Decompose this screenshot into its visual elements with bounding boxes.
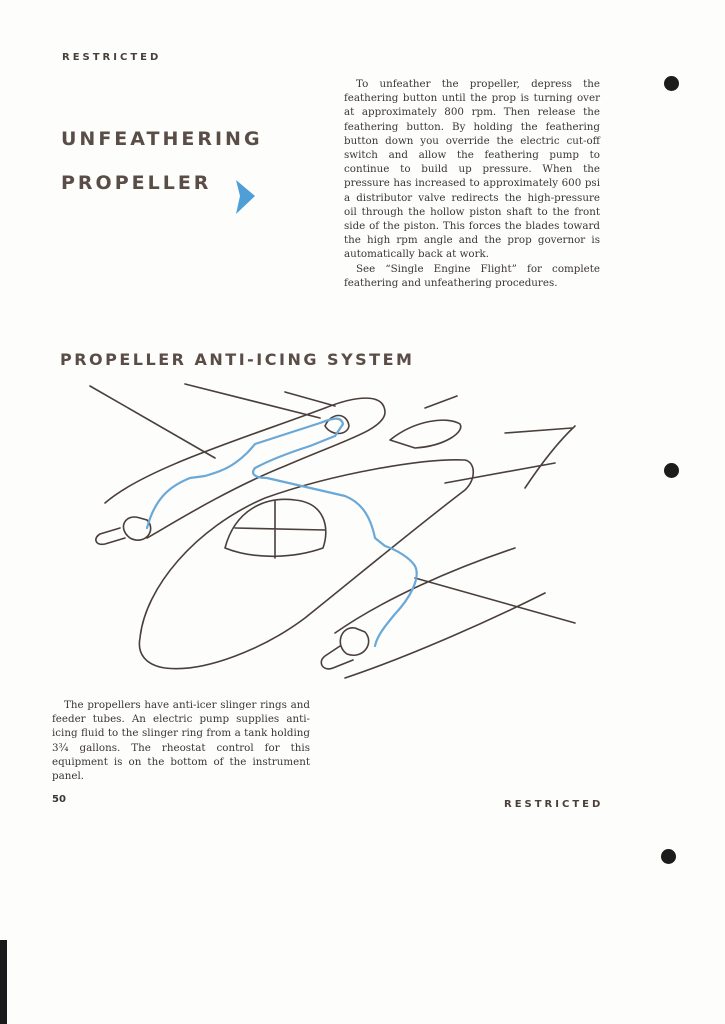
left-wing-outline [90, 384, 335, 458]
unfeathering-text [344, 77, 600, 290]
binder-hole-top [664, 76, 679, 91]
unfeathering-title-line2: PROPELLER [61, 172, 212, 194]
right-spinner [340, 628, 368, 655]
anti-icing-caption-text: The propellers have anti-icer slinger rings and feeder tubes. An electric pump supplies anti-icing fluid to the slinger ring from a tank holding 3¾ gallons. The rheostat control for this equipment is on the bottom of the instrument panel. [52, 699, 310, 783]
binder-hole-middle [664, 463, 679, 478]
anti-icing-fluid-line [147, 419, 417, 646]
restricted-footer: RESTRICTED [504, 799, 604, 810]
unfeathering-paragraph-2: See “Single Engine Flight” for complete feathering and unfeathering procedures. [344, 262, 600, 289]
scan-edge-mark [0, 940, 7, 1024]
canopy [225, 499, 326, 558]
restricted-header: RESTRICTED [62, 52, 162, 63]
left-propeller-hub [96, 528, 125, 544]
aircraft-anti-icing-diagram [85, 378, 580, 698]
pointer-arrow-icon [233, 176, 257, 216]
page-number: 50 [52, 794, 66, 805]
anti-icing-heading: PROPELLER ANTI-ICING SYSTEM [60, 350, 415, 369]
center-fuselage [139, 460, 473, 669]
unfeathering-paragraph-1: To unfeather the propeller, depress the feathering button until the prop is turning over at approximately 800 rpm. Then release the feathering button. By holding the feathering button down you override the electric cut-off switch and allow the feathering pump to continue to build up pressure. When the pressure has increased to approximately 600 psi a distributor valve redirects the high-pressure oil through the hollow piston shaft to the front side of the piston. This forces the blades toward the high rpm angle and the prop governor is automatically back at work. [344, 78, 600, 261]
binder-hole-bottom [661, 849, 676, 864]
tail-boom [390, 396, 461, 448]
unfeathering-title-line1: UNFEATHERING [61, 128, 263, 150]
right-wing-outline [415, 426, 575, 623]
anti-icing-caption [52, 698, 310, 783]
right-propeller-hub [321, 646, 353, 669]
